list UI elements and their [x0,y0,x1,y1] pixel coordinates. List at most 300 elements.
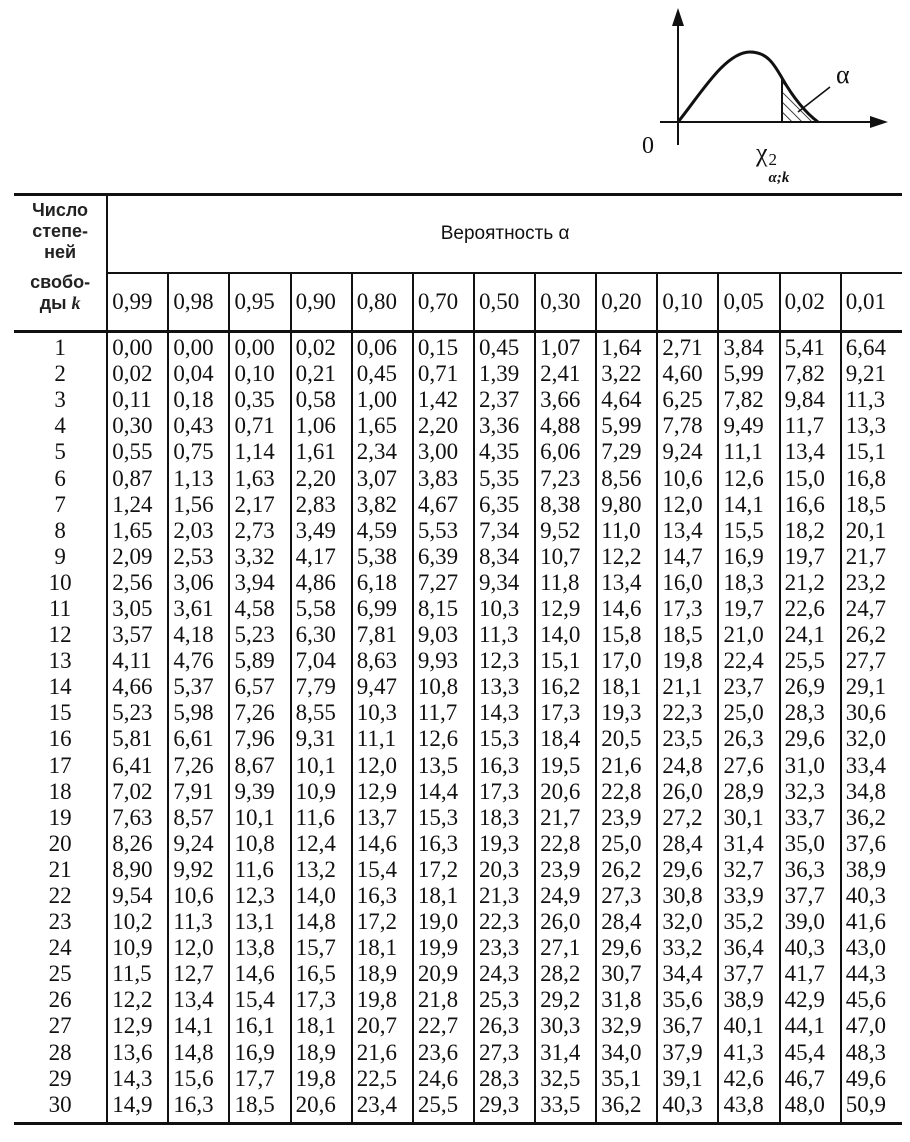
table-row [14,961,902,987]
critical-value-cell: 0,43 [168,413,229,439]
critical-value-cell: 11,3 [474,622,535,648]
critical-value-cell: 30,8 [657,883,718,909]
critical-value-cell: 20,3 [474,857,535,883]
critical-value-cell: 7,27 [413,570,474,596]
critical-value-cell: 15,1 [535,648,596,674]
table-row [14,779,902,805]
critical-value-cell: 21,3 [474,883,535,909]
critical-value-cell: 4,67 [413,492,474,518]
degrees-of-freedom-cell: 7 [14,492,107,518]
critical-value-cell: 29,6 [780,726,841,752]
critical-value-cell: 3,84 [718,332,779,362]
critical-value-cell: 6,61 [168,726,229,752]
critical-value-cell: 20,9 [413,961,474,987]
critical-value-cell: 8,15 [413,596,474,622]
critical-value-cell: 1,61 [291,439,352,465]
critical-value-cell: 8,26 [112,830,153,856]
critical-value-cell: 41,6 [841,909,902,935]
critical-value-cell: 46,7 [780,1066,841,1092]
critical-value-cell: 38,9 [841,857,902,883]
critical-value-cell: 0,06 [352,332,413,362]
critical-value-cell: 7,23 [535,465,596,491]
critical-value-cell: 33,7 [780,805,841,831]
critical-value-cell: 7,79 [291,674,352,700]
critical-value-cell: 21,8 [413,987,474,1013]
critical-value-cell: 9,03 [413,622,474,648]
critical-value-cell: 11,6 [291,805,352,831]
critical-value-cell: 11,0 [596,518,657,544]
critical-value-cell: 24,7 [841,596,902,622]
critical-value-cell: 17,3 [291,987,352,1013]
critical-value-cell: 2,20 [291,465,352,491]
critical-value-cell: 1,39 [474,361,535,387]
critical-value-cell: 17,2 [352,909,413,935]
critical-value-cell: 13,1 [229,909,290,935]
critical-value-cell: 23,9 [535,857,596,883]
table-row [14,1066,902,1092]
critical-value-cell: 7,82 [718,387,779,413]
critical-value-cell: 12,0 [352,753,413,779]
critical-value-cell: 36,3 [780,857,841,883]
critical-value-cell: 20,6 [291,1092,352,1124]
critical-value-cell: 7,26 [229,700,290,726]
critical-value-cell: 3,00 [413,439,474,465]
critical-value-cell: 18,1 [352,935,413,961]
critical-value-cell: 20,1 [841,518,902,544]
critical-value-cell: 16,3 [352,883,413,909]
critical-value-cell: 2,41 [535,361,596,387]
critical-value-cell: 5,89 [229,648,290,674]
table-row [14,544,902,570]
critical-value-cell: 33,5 [535,1092,596,1124]
degrees-of-freedom-cell: 26 [14,987,107,1013]
critical-value-cell: 39,0 [780,909,841,935]
critical-value-cell: 14,1 [168,1013,229,1039]
critical-value-cell: 14,0 [291,883,352,909]
critical-value-cell: 36,7 [657,1013,718,1039]
critical-value-cell: 4,60 [657,361,718,387]
critical-value-cell: 10,7 [535,544,596,570]
critical-value-cell: 5,23 [112,700,153,726]
critical-value-cell: 12,2 [112,987,153,1013]
critical-value-cell: 1,13 [168,465,229,491]
critical-value-cell: 3,22 [596,361,657,387]
critical-value-cell: 35,0 [780,831,841,857]
critical-value-cell: 50,9 [841,1092,902,1124]
critical-value-cell: 8,38 [535,492,596,518]
critical-value-cell: 8,34 [474,544,535,570]
critical-value-cell: 14,3 [474,700,535,726]
critical-value-cell: 16,3 [474,753,535,779]
alpha-column-header: 0,05 [718,273,779,332]
critical-value-cell: 2,83 [291,492,352,518]
critical-value-cell: 6,25 [657,387,718,413]
critical-value-cell: 7,78 [657,413,718,439]
critical-value-cell: 24,1 [780,622,841,648]
critical-value-cell: 16,6 [780,492,841,518]
critical-value-cell: 11,3 [841,387,902,413]
critical-value-cell: 22,6 [780,596,841,622]
critical-value-cell: 27,3 [474,1040,535,1066]
critical-value-cell: 12,2 [596,544,657,570]
critical-value-cell: 0,45 [474,332,535,362]
critical-value-cell: 40,3 [841,883,902,909]
critical-value-cell: 13,4 [657,518,718,544]
critical-value-cell: 26,0 [657,779,718,805]
table-row [14,831,902,857]
critical-value-cell: 30,3 [535,1013,596,1039]
critical-value-cell: 19,8 [352,987,413,1013]
critical-value-cell: 3,36 [474,413,535,439]
critical-value-cell: 30,1 [718,805,779,831]
critical-value-cell: 15,1 [841,439,902,465]
critical-value-cell: 35,1 [596,1066,657,1092]
table-row [14,674,902,700]
critical-value-cell: 0,58 [291,387,352,413]
critical-value-cell: 2,56 [112,569,153,595]
alpha-column-header: 0,80 [352,273,413,332]
critical-value-cell: 14,0 [535,622,596,648]
critical-value-cell: 5,99 [718,361,779,387]
critical-value-cell: 6,57 [229,674,290,700]
critical-value-cell: 31,8 [596,987,657,1013]
critical-value-cell: 33,9 [718,883,779,909]
critical-value-cell: 0,35 [229,387,290,413]
critical-value-cell: 7,91 [168,779,229,805]
critical-value-cell: 11,7 [780,413,841,439]
header-row-group [14,195,902,274]
critical-value-cell: 13,6 [112,1039,153,1065]
critical-value-cell: 2,37 [474,387,535,413]
critical-value-cell: 9,54 [112,883,153,909]
critical-value-cell: 7,26 [168,753,229,779]
critical-value-cell: 15,5 [718,518,779,544]
critical-value-cell: 2,34 [352,439,413,465]
alpha-column-header: 0,10 [657,273,718,332]
degrees-of-freedom-cell: 14 [14,674,107,700]
critical-value-cell: 25,3 [474,987,535,1013]
critical-value-cell: 19,3 [596,700,657,726]
critical-value-cell: 3,05 [112,595,153,621]
critical-value-cell: 49,6 [841,1066,902,1092]
critical-value-cell: 32,3 [780,779,841,805]
critical-value-cell: 20,6 [535,779,596,805]
critical-value-cell: 11,1 [718,439,779,465]
table-row [14,332,902,362]
critical-value-cell: 27,3 [596,883,657,909]
critical-value-cell: 21,1 [657,674,718,700]
critical-value-cell: 7,63 [112,804,153,830]
critical-value-cell: 0,15 [413,332,474,362]
critical-value-cell: 22,7 [413,1013,474,1039]
degrees-of-freedom-cell: 30 [14,1092,107,1124]
critical-value-cell: 4,17 [291,544,352,570]
critical-value-cell: 8,56 [596,465,657,491]
critical-value-cell: 29,1 [841,674,902,700]
critical-value-cell: 4,11 [112,648,152,674]
alpha-column-header: 0,02 [780,273,841,332]
critical-value-cell: 15,3 [474,726,535,752]
critical-value-cell: 44,1 [780,1013,841,1039]
critical-value-cell: 34,0 [596,1040,657,1066]
critical-value-cell: 28,3 [780,700,841,726]
chi-square-table-container [14,193,902,1125]
critical-value-cell: 15,8 [596,622,657,648]
critical-value-cell: 34,8 [841,779,902,805]
critical-value-cell: 9,47 [352,674,413,700]
critical-value-cell: 3,83 [413,465,474,491]
degrees-of-freedom-cell: 5 [14,439,107,465]
table-row [14,439,902,465]
critical-value-cell: 18,1 [291,1013,352,1039]
degrees-of-freedom-cell: 19 [14,805,107,831]
critical-value-cell: 36,4 [718,935,779,961]
critical-value-cell: 26,3 [718,726,779,752]
table-row [14,361,902,387]
degrees-of-freedom-cell: 3 [14,387,107,413]
critical-value-cell: 18,1 [413,883,474,909]
critical-value-cell: 48,3 [841,1040,902,1066]
critical-value-cell: 26,2 [596,857,657,883]
degrees-of-freedom-cell: 16 [14,726,107,752]
critical-value-cell: 13,4 [168,987,229,1013]
critical-value-cell: 25,0 [596,831,657,857]
critical-value-cell: 4,58 [229,596,290,622]
critical-value-cell: 9,31 [291,726,352,752]
critical-value-cell: 4,88 [535,413,596,439]
critical-value-cell: 11,6 [229,857,290,883]
table-row [14,753,902,779]
critical-value-cell: 14,9 [107,1092,168,1124]
critical-value-cell: 21,7 [535,805,596,831]
critical-value-cell: 1,24 [112,491,153,517]
critical-value-cell: 38,9 [718,987,779,1013]
critical-value-cell: 2,03 [168,518,229,544]
critical-value-cell: 11,1 [352,726,413,752]
alpha-column-header: 0,99 [107,273,168,332]
critical-value-cell: 33,2 [657,935,718,961]
critical-value-cell: 28,4 [596,909,657,935]
critical-value-cell: 14,6 [352,831,413,857]
critical-value-cell: 37,7 [718,961,779,987]
critical-value-cell: 10,9 [291,779,352,805]
critical-value-cell: 10,6 [168,883,229,909]
critical-value-cell: 25,5 [780,648,841,674]
critical-value-cell: 22,3 [474,909,535,935]
critical-value-cell: 3,06 [168,570,229,596]
critical-value-cell: 21,6 [596,753,657,779]
critical-value-cell: 48,0 [780,1092,841,1124]
degrees-of-freedom-cell: 10 [14,570,107,596]
critical-value-cell: 40,3 [780,935,841,961]
critical-value-cell: 24,8 [657,753,718,779]
table-body [14,332,902,1124]
table-row [14,857,902,883]
critical-value-cell: 7,04 [291,648,352,674]
table-row [14,492,902,518]
critical-value-cell: 36,2 [841,805,902,831]
critical-value-cell: 21,7 [841,544,902,570]
critical-value-cell: 37,6 [841,831,902,857]
critical-value-cell: 30,7 [596,961,657,987]
degrees-of-freedom-cell: 1 [14,332,107,362]
critical-value-cell: 14,4 [413,779,474,805]
critical-value-cell: 21,2 [780,570,841,596]
critical-value-cell: 5,37 [168,674,229,700]
critical-value-cell: 25,0 [718,700,779,726]
critical-value-cell: 12,0 [657,492,718,518]
degrees-of-freedom-cell: 23 [14,909,107,935]
probability-alpha-header: Вероятность α [107,195,902,274]
critical-value-cell: 12,0 [168,935,229,961]
table-row [14,387,902,413]
critical-value-cell: 9,24 [168,831,229,857]
critical-value-cell: 14,6 [229,961,290,987]
critical-value-cell: 32,5 [535,1066,596,1092]
critical-value-cell: 0,18 [168,387,229,413]
critical-value-cell: 5,81 [112,726,153,752]
critical-value-cell: 29,2 [535,987,596,1013]
critical-value-cell: 15,4 [352,857,413,883]
origin-label: 0 [642,133,654,159]
critical-value-cell: 33,4 [841,753,902,779]
critical-value-cell: 5,23 [229,622,290,648]
critical-value-cell: 17,2 [413,857,474,883]
critical-value-cell: 15,0 [780,465,841,491]
table-row [14,987,902,1013]
critical-value-cell: 18,5 [229,1092,290,1124]
critical-value-cell: 29,6 [596,935,657,961]
critical-value-cell: 10,3 [352,700,413,726]
critical-value-cell: 18,9 [291,1040,352,1066]
critical-value-cell: 23,3 [474,935,535,961]
critical-value-cell: 26,3 [474,1013,535,1039]
critical-value-cell: 0,75 [168,439,229,465]
critical-value-cell: 13,3 [841,413,902,439]
critical-value-cell: 17,0 [596,648,657,674]
critical-value-cell: 32,9 [596,1013,657,1039]
critical-value-cell: 1,65 [112,517,153,543]
critical-value-cell: 3,66 [535,387,596,413]
critical-value-cell: 26,2 [841,622,902,648]
degrees-of-freedom-cell: 8 [14,518,107,544]
critical-value-cell: 28,4 [657,831,718,857]
critical-value-cell: 23,5 [657,726,718,752]
critical-value-cell: 13,2 [291,857,352,883]
critical-value-cell: 6,39 [413,544,474,570]
critical-value-cell: 2,09 [112,543,153,569]
critical-value-cell: 0,87 [112,465,153,491]
table-row [14,1092,902,1124]
critical-value-cell: 8,90 [112,856,153,882]
critical-value-cell: 9,24 [657,439,718,465]
critical-value-cell: 19,7 [780,544,841,570]
critical-value-cell: 1,64 [596,332,657,362]
critical-value-cell: 18,9 [352,961,413,987]
critical-value-cell: 1,63 [229,465,290,491]
critical-value-cell: 4,66 [112,674,153,700]
critical-value-cell: 32,0 [657,909,718,935]
critical-value-cell: 2,71 [657,332,718,362]
critical-value-cell: 5,53 [413,518,474,544]
degrees-of-freedom-cell: 11 [14,596,107,622]
critical-value-cell: 8,63 [352,648,413,674]
critical-value-cell: 5,99 [596,413,657,439]
critical-value-cell: 19,8 [657,648,718,674]
critical-value-cell: 24,6 [413,1066,474,1092]
critical-value-cell: 6,64 [841,332,902,362]
critical-value-cell: 29,6 [657,857,718,883]
table-row [14,1013,902,1039]
critical-value-cell: 22,5 [352,1066,413,1092]
critical-value-cell: 2,53 [168,544,229,570]
critical-value-cell: 4,18 [168,622,229,648]
critical-value-cell: 6,18 [352,570,413,596]
critical-value-cell: 45,4 [780,1040,841,1066]
critical-value-cell: 10,2 [112,909,153,935]
alpha-column-header: 0,95 [229,273,290,332]
critical-value-cell: 0,04 [168,361,229,387]
critical-value-cell: 13,3 [474,674,535,700]
critical-value-cell: 16,1 [229,1013,290,1039]
table-row [14,1040,902,1066]
critical-value-cell: 6,06 [535,439,596,465]
critical-value-cell: 22,8 [596,779,657,805]
critical-value-cell: 18,3 [718,570,779,596]
critical-value-cell: 3,61 [168,596,229,622]
critical-value-cell: 13,8 [229,935,290,961]
table-row [14,883,902,909]
critical-value-cell: 14,1 [718,492,779,518]
table-row [14,596,902,622]
critical-value-cell: 16,2 [535,674,596,700]
chi-square-critical-values-table [14,193,902,1125]
critical-value-cell: 19,0 [413,909,474,935]
critical-value-cell: 30,6 [841,700,902,726]
critical-value-cell: 17,3 [657,596,718,622]
degrees-of-freedom-cell: 2 [14,361,107,387]
critical-value-cell: 4,86 [291,570,352,596]
degrees-of-freedom-cell: 13 [14,648,107,674]
critical-value-cell: 1,56 [168,492,229,518]
critical-value-cell: 24,9 [535,883,596,909]
critical-value-cell: 2,73 [229,518,290,544]
critical-value-cell: 12,9 [535,596,596,622]
critical-value-cell: 26,0 [535,909,596,935]
critical-value-cell: 9,49 [718,413,779,439]
critical-value-cell: 37,7 [780,883,841,909]
degrees-of-freedom-cell: 17 [14,753,107,779]
critical-value-cell: 35,6 [657,987,718,1013]
critical-value-cell: 4,35 [474,439,535,465]
critical-value-cell: 23,7 [718,674,779,700]
critical-value-cell: 12,4 [291,831,352,857]
degrees-of-freedom-cell: 24 [14,935,107,961]
critical-value-cell: 19,3 [474,831,535,857]
critical-value-cell: 19,7 [718,596,779,622]
critical-value-cell: 25,5 [413,1092,474,1124]
critical-value-cell: 28,3 [474,1066,535,1092]
critical-value-cell: 7,96 [229,726,290,752]
critical-value-cell: 13,4 [596,570,657,596]
critical-value-cell: 12,7 [168,961,229,987]
critical-value-cell: 0,11 [112,387,152,413]
critical-value-cell: 16,9 [229,1040,290,1066]
critical-value-cell: 17,7 [229,1066,290,1092]
critical-value-cell: 18,1 [596,674,657,700]
critical-value-cell: 15,7 [291,935,352,961]
table-row [14,648,902,674]
